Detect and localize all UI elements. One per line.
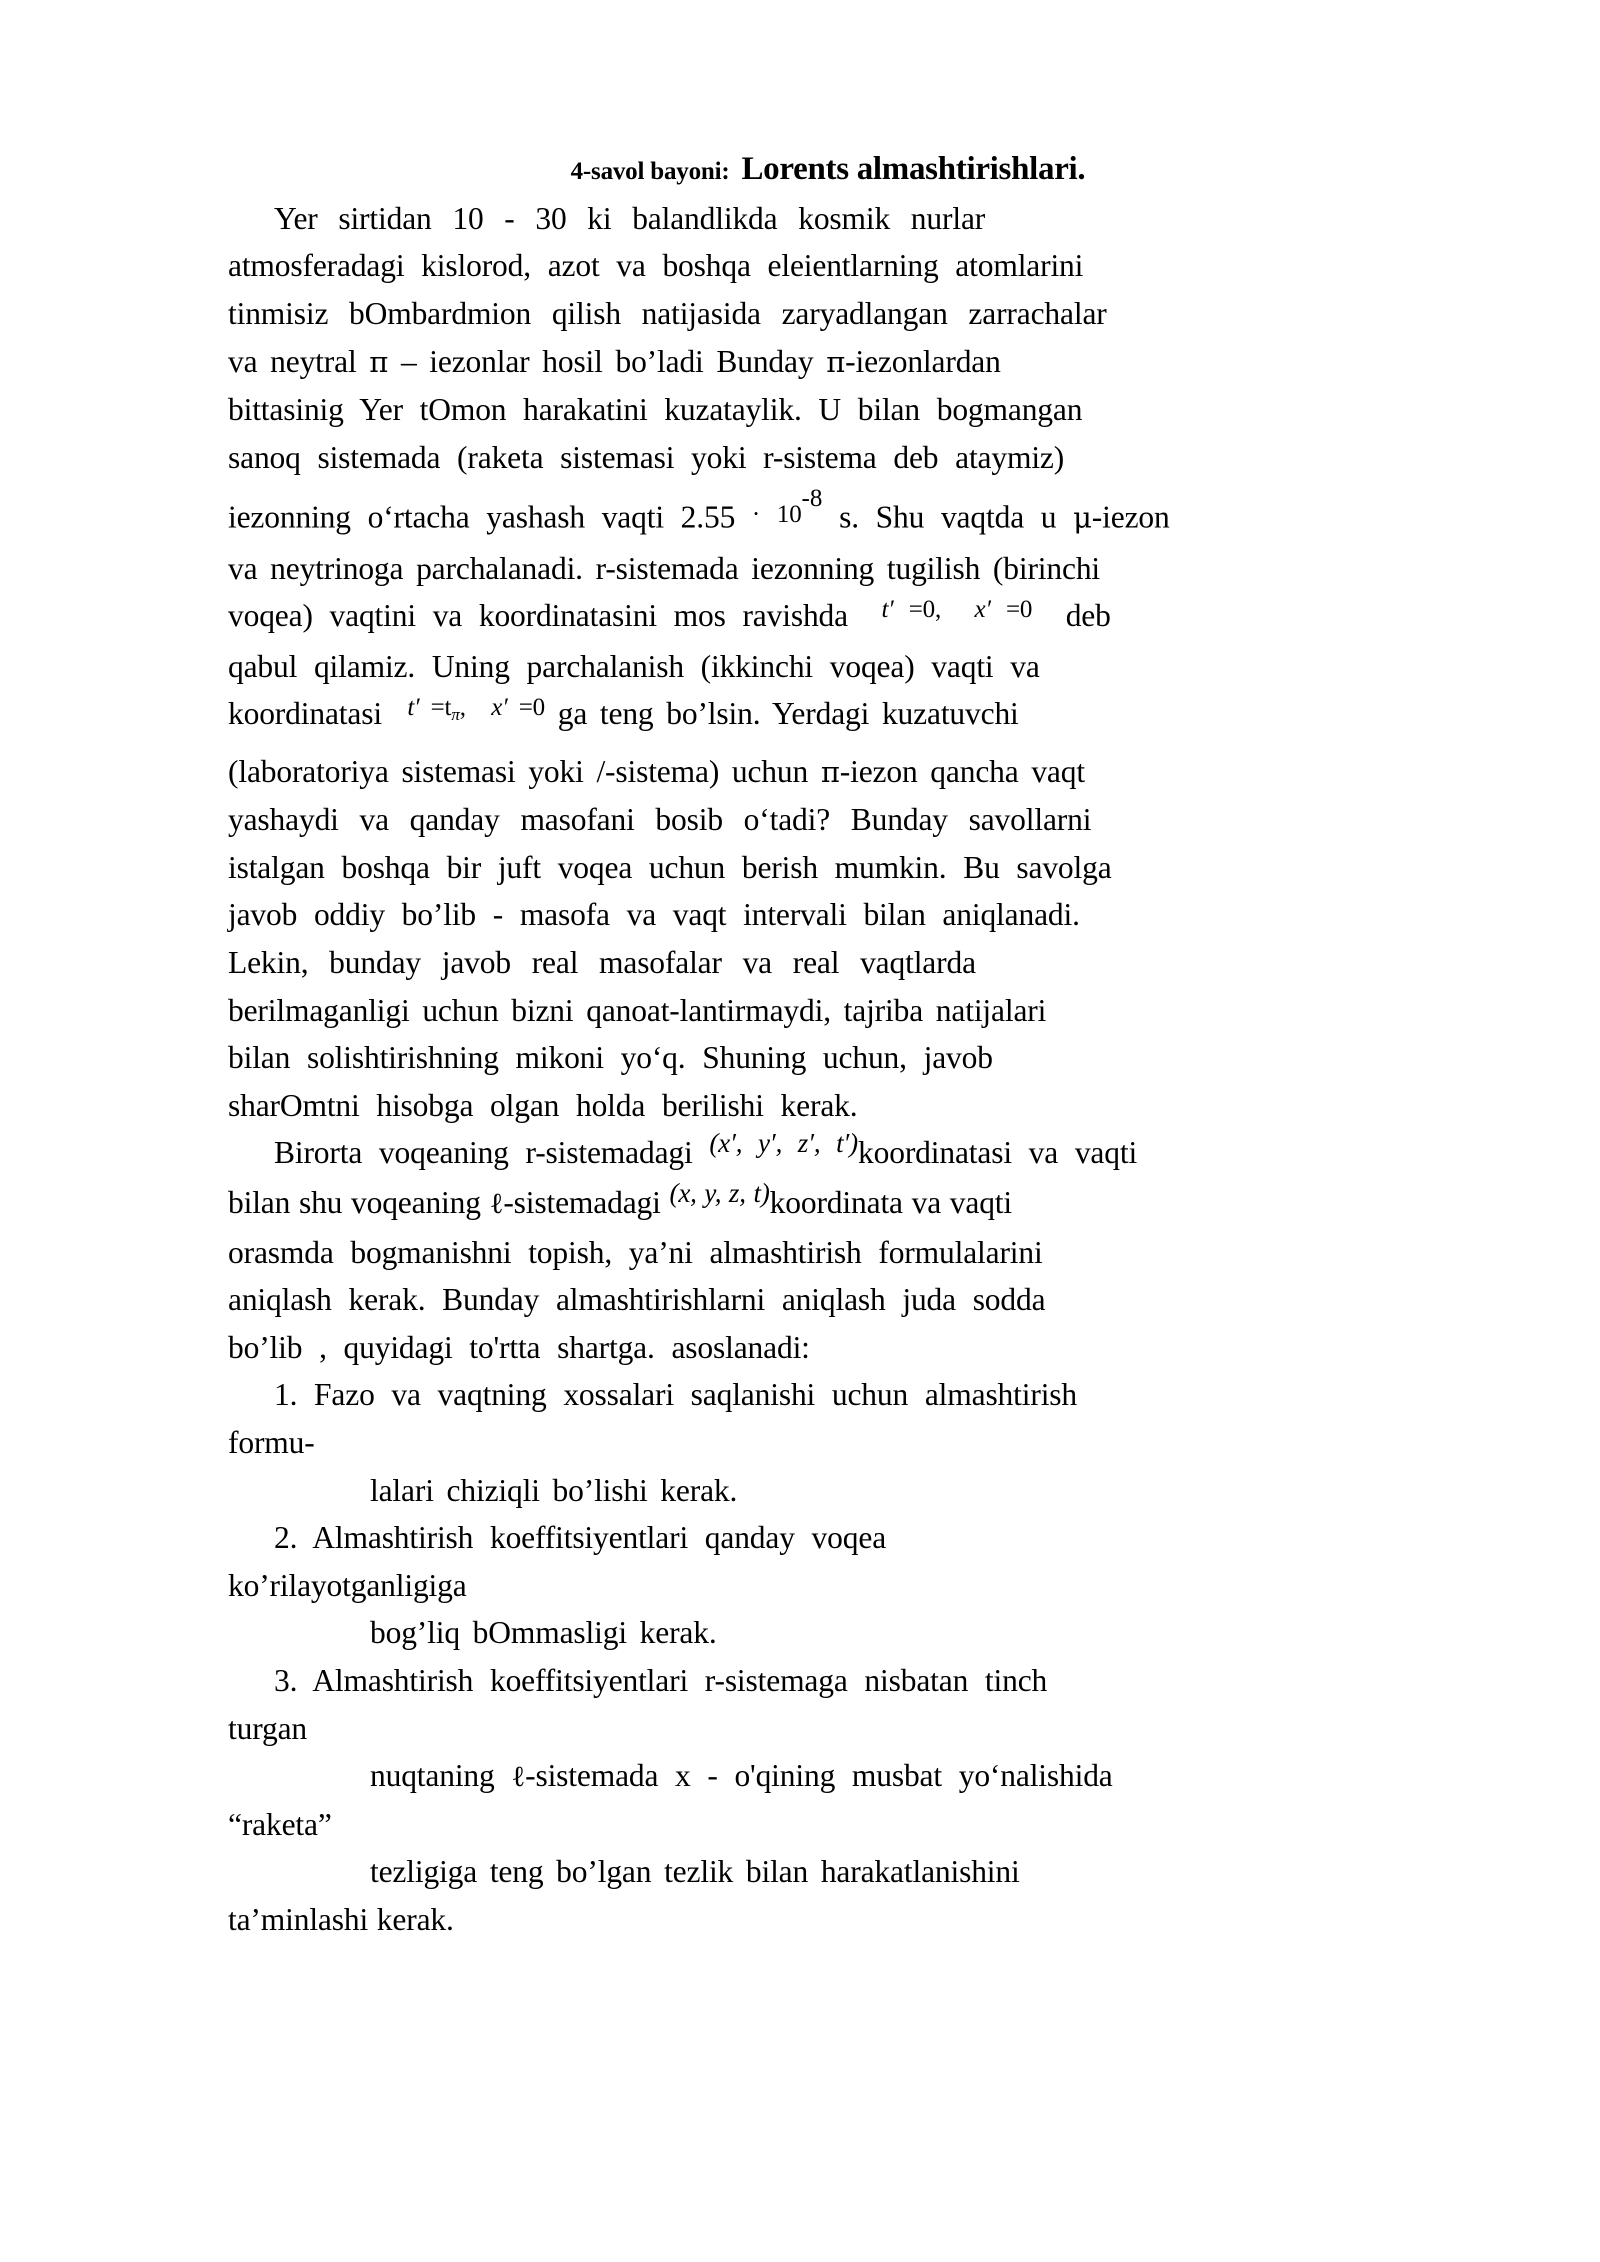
math-expression-t-prime: t′ =0, bbox=[881, 596, 942, 624]
condition-line: ko’rilayotganligiga bbox=[228, 1567, 467, 1603]
text-line: istalgan boshqa bir juft voqea uchun berish mumkin. Bu savolga bbox=[228, 849, 1112, 885]
text-line: koordinatasi $^{t' =t_\pi,}$ $^{x' =0}$ ga teng bo’lsin. Yerdagi kuzatuvchi bbox=[228, 694, 1019, 732]
condition-subline: bog’liq bOmmasligi kerak. bbox=[370, 1615, 717, 1651]
mu-symbol: μ bbox=[1073, 500, 1092, 535]
text-line: Birorta voqeaning r-sistemadagi (x′, y′, z′, t′)koordinatasi va vaqti bbox=[274, 1128, 1138, 1171]
text-line: yashaydi va qanday masofani bosib o‘tadi? Bunday savollarni bbox=[228, 802, 1092, 838]
text-line: sanoq sistemada (raketa sistemasi yoki r-sistema deb ataymiz) bbox=[228, 439, 1065, 475]
condition-subline: lalari chiziqli bo’lishi kerak. bbox=[370, 1472, 738, 1508]
text-line: iezonning o‘rtacha yashash vaqti $2.55 \cdot 10^{-8}$ s. Shu vaqtda u μ-iezon bbox=[228, 485, 1170, 535]
heading-title: Lorents almashtirishlari. bbox=[741, 151, 1086, 187]
condition-line: turgan bbox=[228, 1710, 308, 1746]
text-line: orasmda bogmanishni topish, ya’ni almashtirish formulalarini bbox=[228, 1234, 1043, 1270]
condition-line: 2. Almashtirish koeffitsiyentlari qanday voqea bbox=[274, 1520, 887, 1556]
power-exponent: -8 bbox=[801, 485, 823, 513]
text-line: va neytrinoga parchalanadi. r-sistemada iezonning tugilish (birinchi bbox=[228, 550, 1101, 586]
condition-line: “raketa” bbox=[228, 1806, 332, 1842]
text-line: sharOmtni hisobga olgan holda berilishi kerak. bbox=[228, 1087, 858, 1123]
text-line: voqea) vaqtini va koordinatasini mos ravishda $^{t' =0,}$ $^{x' =0}$ deb bbox=[228, 596, 1111, 634]
condition-subline: tezligiga teng bo’lgan tezlik bilan harakatlanishini bbox=[370, 1854, 1020, 1890]
text-line: Lekin, bunday javob real masofalar va real vaqtlarda bbox=[228, 945, 976, 981]
math-coordinates-primed: (x′, y′, z′, t′) bbox=[709, 1128, 859, 1159]
script-ell-symbol: ℓ bbox=[489, 1186, 504, 1221]
math-coordinates-unprimed: (x, y, z, t) bbox=[669, 1178, 770, 1209]
text-line: qabul qilamiz. Uning parchalanish (ikkinchi voqea) vaqti va bbox=[228, 648, 1040, 684]
text-line: bittasinig Yer tOmon harakatini kuzataylik. U bilan bogmangan bbox=[228, 392, 1083, 428]
pi-symbol: π bbox=[826, 344, 846, 379]
power-base: 10 bbox=[776, 500, 802, 528]
text-line: javob oddiy bo’lib - masofa va vaqt intervali bilan aniqlanadi. bbox=[228, 897, 1080, 933]
condition-line: 3. Almashtirish koeffitsiyentlari r-sistemaga nisbatan tinch bbox=[274, 1662, 1048, 1698]
math-expression-t-equals-t-pi: t′ =tπ, bbox=[407, 694, 466, 725]
text-line: atmosferadagi kislorod, azot va boshqa eleientlarning atomlarini bbox=[228, 248, 1084, 284]
text-line: bilan solishtirishning mikoni yo‘q. Shuning uchun, javob bbox=[228, 1040, 993, 1076]
text-line: (laboratoriya sistemasi yoki /-sistema) uchun π-iezon qancha vaqt bbox=[228, 753, 1085, 789]
page-title bbox=[228, 148, 1388, 191]
pi-symbol: π bbox=[820, 754, 840, 789]
text-line: berilmaganligi uchun bizni qanoat-lantirmaydi, tajriba natijalari bbox=[228, 992, 1047, 1028]
condition-line: formu- bbox=[228, 1424, 315, 1460]
condition-line: 1. Fazo va vaqtning xossalari saqlanishi uchun almashtirish bbox=[274, 1377, 1078, 1413]
document-content bbox=[228, 148, 1388, 1944]
script-ell-symbol: ℓ bbox=[511, 1759, 526, 1794]
text-line: aniqlash kerak. Bunday almashtirishlarni aniqlash juda sodda bbox=[228, 1282, 1046, 1318]
math-expression-x-prime-zero: x′ =0 bbox=[491, 694, 545, 722]
math-expression-x-prime: x′ =0 bbox=[974, 596, 1033, 624]
condition-subline: nuqtaning ℓ-sistemada x - o'qining musbat yo‘nalishida bbox=[370, 1758, 1113, 1794]
heading-lead: 4-savol bayoni: bbox=[570, 158, 730, 185]
text-line: tinmisiz bOmbardmion qilish natijasida zaryadlangan zarrachalar bbox=[228, 296, 1107, 332]
pi-symbol: π bbox=[369, 344, 389, 379]
text-line: va neytral π – iezonlar hosil bo’ladi Bunday π-iezonlardan bbox=[228, 343, 1001, 379]
text-line: bilan shu voqeaning ℓ-sistemadagi (x, y, z, t)koordinata va vaqti bbox=[228, 1178, 1012, 1221]
text-line: bo’lib , quyidagi to'rtta shartga. asoslanadi: bbox=[228, 1329, 810, 1365]
condition-line: ta’minlashi kerak. bbox=[228, 1901, 454, 1937]
multiplication-dot: · bbox=[751, 500, 761, 528]
text-line: Yer sirtidan 10 - 30 ki balandlikda kosmik nurlar bbox=[274, 200, 986, 236]
